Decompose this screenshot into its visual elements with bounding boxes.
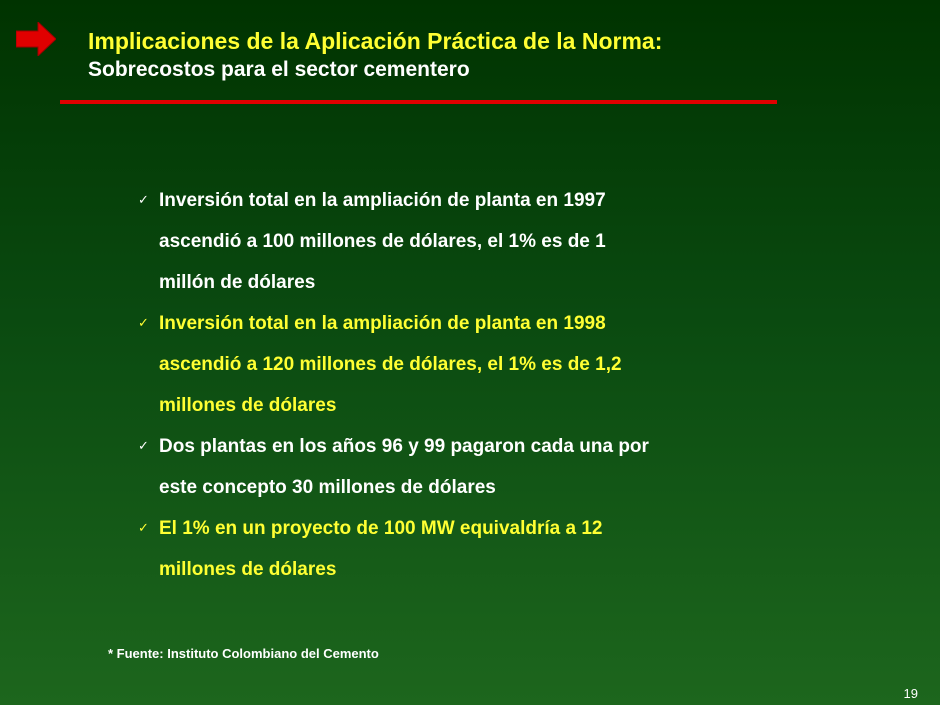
bullet-line: millones de dólares xyxy=(159,395,337,416)
title-underline xyxy=(60,100,777,104)
bullet-line: ascendió a 120 millones de dólares, el 1% es de 1,2 xyxy=(159,354,622,375)
bullet-line: El 1% en un proyecto de 100 MW equivaldría a 12 xyxy=(159,518,603,539)
source-note: * Fuente: Instituto Colombiano del Cemento xyxy=(108,646,379,661)
checkmark-icon: ✓ xyxy=(138,316,149,331)
bullet-line: este concepto 30 millones de dólares xyxy=(159,477,496,498)
bullet-line: Inversión total en la ampliación de planta en 1997 xyxy=(159,190,606,211)
bullet-line: Dos plantas en los años 96 y 99 pagaron cada una por xyxy=(159,436,649,457)
bullet-list xyxy=(130,180,790,590)
right-arrow-icon xyxy=(16,22,56,56)
bullet-line: millones de dólares xyxy=(159,559,337,580)
page-number: 19 xyxy=(903,686,918,701)
checkmark-icon: ✓ xyxy=(138,193,149,208)
checkmark-icon: ✓ xyxy=(138,439,149,454)
bullet-item xyxy=(130,508,790,590)
bullet-item xyxy=(130,426,790,508)
bullet-item xyxy=(130,303,790,426)
bullet-line: ascendió a 100 millones de dólares, el 1% es de 1 xyxy=(159,231,606,252)
bullet-line: millón de dólares xyxy=(159,272,316,293)
checkmark-icon: ✓ xyxy=(138,521,149,536)
slide-title xyxy=(88,26,788,84)
bullet-item xyxy=(130,180,790,303)
bullet-line: Inversión total en la ampliación de planta en 1998 xyxy=(159,313,606,334)
title-line-2: Sobrecostos para el sector cementero xyxy=(88,58,470,81)
title-line-1: Implicaciones de la Aplicación Práctica de la Norma: xyxy=(88,28,663,54)
